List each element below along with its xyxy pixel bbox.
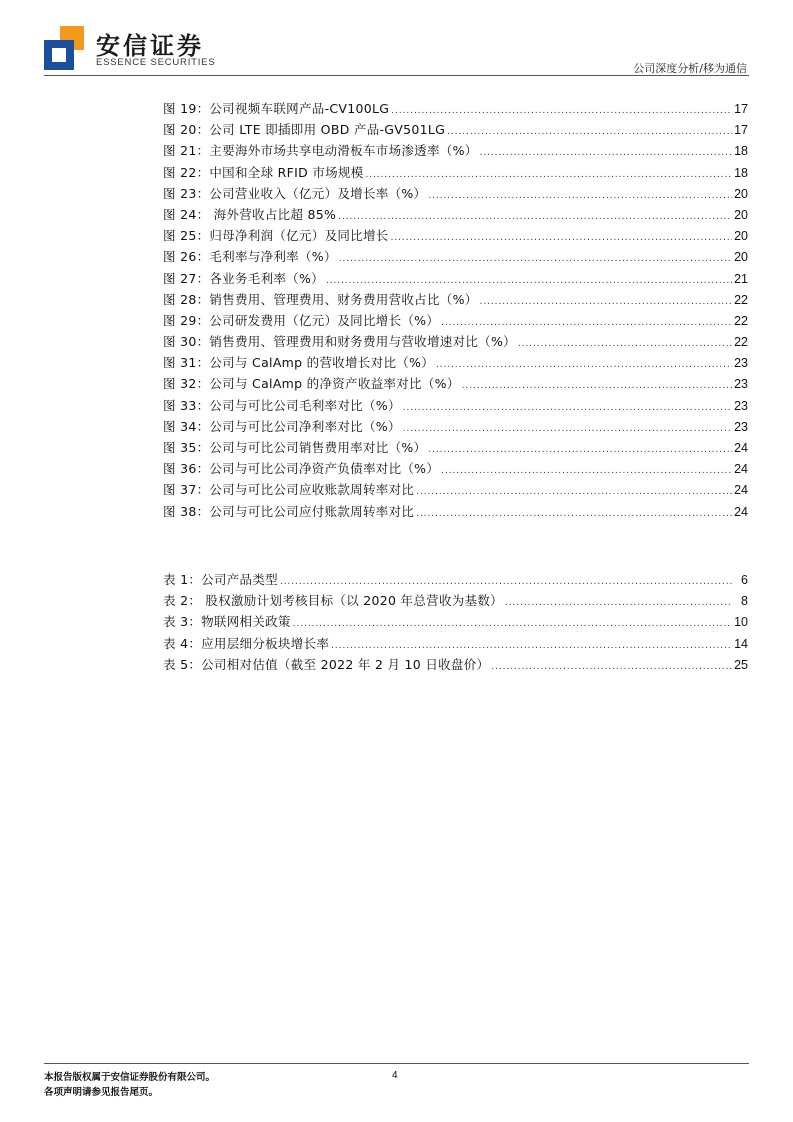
toc-entry-label: 图 25：归母净利润（亿元）及同比增长 xyxy=(163,228,389,244)
toc-dot-leader xyxy=(391,227,732,248)
toc-dot-leader xyxy=(331,635,732,656)
figure-toc-entry[interactable] xyxy=(163,352,748,373)
figure-toc-entry[interactable] xyxy=(163,119,748,140)
toc-dot-leader xyxy=(326,270,732,291)
toc-entry-page: 23 xyxy=(734,398,748,413)
toc-dot-leader xyxy=(391,100,732,121)
toc-entry-label: 图 26：毛利率与净利率（%） xyxy=(163,249,337,265)
toc-entry-page: 22 xyxy=(734,313,748,328)
figure-toc-entry[interactable] xyxy=(163,395,748,416)
tables-toc xyxy=(163,569,748,675)
figure-toc-entry[interactable] xyxy=(163,437,748,458)
toc-entry-page: 25 xyxy=(734,657,748,672)
toc-entry-label: 图 38：公司与可比公司应付账款周转率对比 xyxy=(163,503,415,519)
toc-entry-label: 图 33：公司与可比公司毛利率对比（%） xyxy=(163,397,401,413)
toc-dot-leader xyxy=(403,418,732,439)
figure-toc-entry[interactable] xyxy=(163,373,748,394)
figure-toc-entry[interactable] xyxy=(163,98,748,119)
toc-entry-page: 22 xyxy=(734,335,748,350)
toc-entry-label: 图 23：公司营业收入（亿元）及增长率（%） xyxy=(163,185,427,201)
toc-dot-leader xyxy=(366,164,732,185)
toc-dot-leader xyxy=(491,656,732,677)
toc-dot-leader xyxy=(447,121,732,142)
figure-toc-entry[interactable] xyxy=(163,479,748,500)
toc-entry-page: 14 xyxy=(734,636,748,651)
toc-dot-leader xyxy=(480,291,732,312)
toc-entry-page: 24 xyxy=(734,504,748,519)
toc-entry-label: 图 21：主要海外市场共享电动滑板车市场渗透率（%） xyxy=(163,143,478,159)
toc-dot-leader xyxy=(505,592,732,613)
figure-toc-entry[interactable] xyxy=(163,331,748,352)
toc-entry-page: 23 xyxy=(734,356,748,371)
toc-entry-page: 21 xyxy=(734,271,748,286)
toc-entry-page: 23 xyxy=(734,419,748,434)
page-header xyxy=(0,0,793,80)
footer-disclaimer: 各项声明请参见报告尾页。 xyxy=(44,1087,159,1098)
toc-entry-label: 表 4：应用层细分板块增长率 xyxy=(163,635,330,651)
header-divider xyxy=(44,75,749,76)
toc-entry-label: 图 31：公司与 CalAmp 的营收增长对比（%） xyxy=(163,355,435,371)
figure-toc-entry[interactable] xyxy=(163,246,748,267)
page-number: 4 xyxy=(392,1070,398,1081)
figure-toc-entry[interactable] xyxy=(163,225,748,246)
toc-entry-label: 图 35：公司与可比公司销售费用率对比（%） xyxy=(163,440,427,455)
figure-toc-entry[interactable] xyxy=(163,268,748,289)
essence-logo-icon xyxy=(44,26,84,70)
toc-entry-label: 图 27：各业务毛利率（%） xyxy=(163,270,324,286)
toc-dot-leader xyxy=(428,185,732,206)
toc-dot-leader xyxy=(436,354,732,375)
figure-toc-entry[interactable] xyxy=(163,501,748,522)
toc-entry-label: 表 1：公司产品类型 xyxy=(163,572,278,587)
figure-toc-entry[interactable] xyxy=(163,310,748,331)
toc-entry-page: 20 xyxy=(734,229,748,244)
toc-entry-page: 20 xyxy=(734,186,748,201)
toc-entry-page: 24 xyxy=(734,483,748,498)
toc-entry-label: 表 5：公司相对估值（截至 2022 年 2 月 10 日收盘价） xyxy=(163,656,490,672)
toc-entry-label: 图 30：销售费用、管理费用和财务费用与营收增速对比（%） xyxy=(163,334,516,350)
table-toc-entry[interactable] xyxy=(163,611,748,632)
figure-toc-entry[interactable] xyxy=(163,162,748,183)
toc-entry-page: 22 xyxy=(734,292,748,307)
report-tag: 公司深度分析/移为通信 xyxy=(633,62,747,75)
figure-toc-entry[interactable] xyxy=(163,289,748,310)
table-toc-entry[interactable] xyxy=(163,569,748,590)
toc-dot-leader xyxy=(339,248,732,269)
toc-entry-label: 图 29：公司研发费用（亿元）及同比增长（%） xyxy=(163,312,440,328)
toc-entry-page: 6 xyxy=(741,573,748,587)
toc-entry-page: 24 xyxy=(734,462,748,477)
figures-toc xyxy=(163,98,748,522)
toc-dot-leader xyxy=(518,333,732,354)
toc-dot-leader xyxy=(441,460,732,481)
toc-entry-label: 图 24： 海外营收占比超 85% xyxy=(163,206,337,222)
footer-divider xyxy=(44,1063,749,1064)
toc-dot-leader xyxy=(480,142,732,163)
toc-dot-leader xyxy=(280,571,732,592)
toc-entry-page: 24 xyxy=(734,441,748,455)
toc-entry-page: 20 xyxy=(734,250,748,265)
toc-entry-label: 图 20：公司 LTE 即插即用 OBD 产品-GV501LG xyxy=(163,122,446,138)
toc-entry-label: 图 19：公司视频车联网产品-CV100LG xyxy=(163,101,390,116)
toc-entry-label: 表 2： 股权激励计划考核目标（以 2020 年总营收为基数） xyxy=(163,593,503,609)
toc-entry-page: 8 xyxy=(741,594,748,609)
toc-entry-page: 17 xyxy=(734,102,748,116)
figure-toc-entry[interactable] xyxy=(163,458,748,479)
toc-entry-label: 图 32：公司与 CalAmp 的净资产收益率对比（%） xyxy=(163,376,460,392)
toc-dot-leader xyxy=(416,481,732,502)
toc-dot-leader xyxy=(428,439,732,460)
toc-entry-label: 表 3：物联网相关政策 xyxy=(163,614,291,630)
brand-name-en: ESSENCE SECURITIES xyxy=(96,57,216,68)
toc-entry-label: 图 28：销售费用、管理费用、财务费用营收占比（%） xyxy=(163,291,478,307)
brand-name-cn: 安信证券 xyxy=(96,32,204,60)
toc-entry-page: 20 xyxy=(734,207,748,222)
toc-entry-label: 图 37：公司与可比公司应收账款周转率对比 xyxy=(163,482,415,498)
toc-dot-leader xyxy=(416,503,732,524)
toc-entry-page: 23 xyxy=(734,377,748,392)
toc-entry-page: 18 xyxy=(734,165,748,180)
toc-entry-label: 图 34：公司与可比公司净利率对比（%） xyxy=(163,418,401,434)
toc-entry-page: 17 xyxy=(734,123,748,138)
toc-entry-page: 18 xyxy=(734,144,748,159)
toc-entry-label: 图 22：中国和全球 RFID 市场规模 xyxy=(163,164,364,180)
footer-copyright: 本报告版权属于安信证券股份有限公司。 xyxy=(44,1072,216,1083)
toc-dot-leader xyxy=(293,613,732,634)
table-toc-entry[interactable] xyxy=(163,590,748,611)
figure-toc-entry[interactable] xyxy=(163,416,748,437)
toc-entry-label: 图 36：公司与可比公司净资产负债率对比（%） xyxy=(163,461,440,477)
table-toc-entry[interactable] xyxy=(163,633,748,654)
table-toc-entry[interactable] xyxy=(163,654,748,675)
toc-dot-leader xyxy=(403,397,732,418)
toc-dot-leader xyxy=(462,375,732,396)
figure-toc-entry[interactable] xyxy=(163,183,748,204)
figure-toc-entry[interactable] xyxy=(163,140,748,161)
toc-dot-leader xyxy=(338,206,732,227)
toc-entry-page: 10 xyxy=(734,615,748,630)
figure-toc-entry[interactable] xyxy=(163,204,748,225)
toc-dot-leader xyxy=(441,312,732,333)
